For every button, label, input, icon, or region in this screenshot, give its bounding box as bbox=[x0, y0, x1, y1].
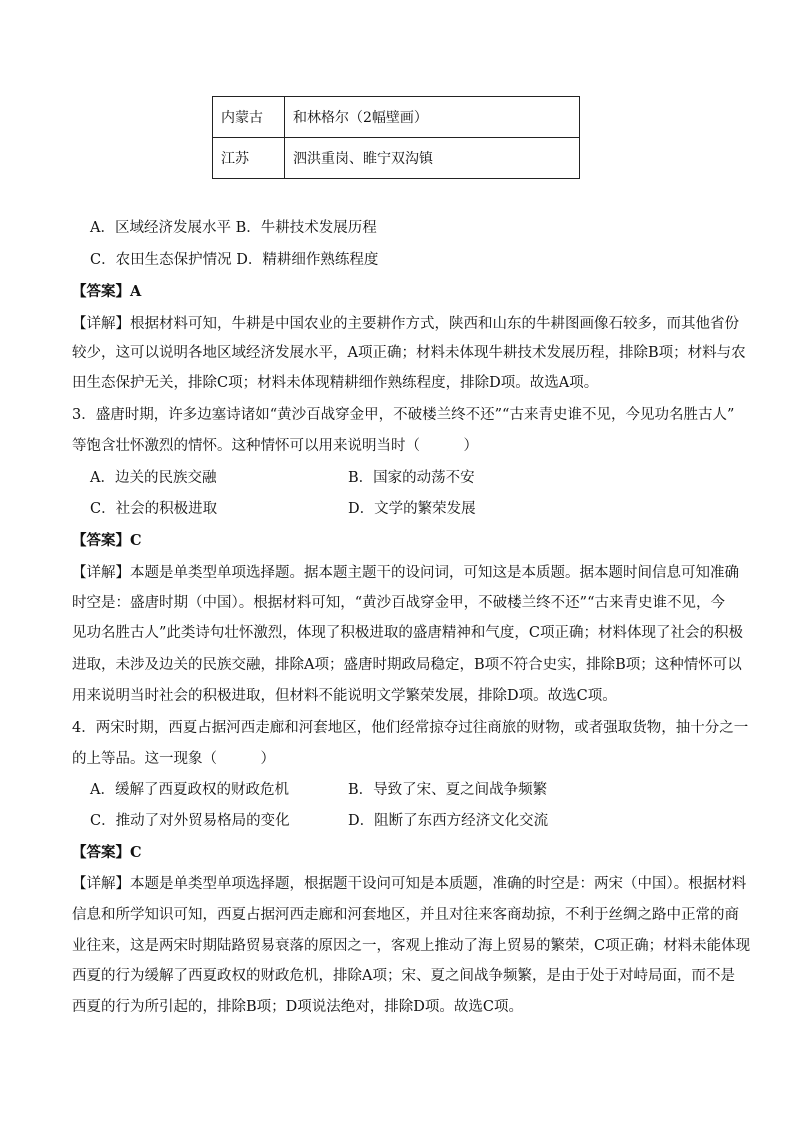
table-row bbox=[213, 138, 580, 179]
q4-options-row-1 bbox=[90, 780, 750, 800]
q3-detail-line: 见功名胜古人”此类诗句壮怀激烈，体现了积极进取的盛唐精神和气度，C项正确；材料体现了社会的积极 bbox=[72, 625, 744, 641]
q3-options-row-2 bbox=[90, 499, 750, 519]
q2-detail-line: 【详解】根据材料可知，牛耕是中国农业的主要耕作方式，陕西和山东的牛耕图画像石较多，而其他省份 bbox=[72, 316, 739, 332]
q3-stem-line: 等饱含壮怀激烈的情怀。这种情怀可以用来说明当时（ ） bbox=[72, 438, 478, 454]
q4-answer: 【答案】C bbox=[72, 844, 142, 861]
q4-stem-line: 4．两宋时期，西夏占据河西走廊和河套地区，他们经常掠夺过往商旅的财物，或者强取货物，抽十分之一 bbox=[72, 720, 749, 736]
region-table bbox=[212, 96, 580, 179]
q3-detail-line: 时空是：盛唐时期（中国）。根据材料可知，“黄沙百战穿金甲，不破楼兰终不还”“古来青史谁不见，今 bbox=[72, 595, 725, 611]
q4-detail-line: 【详解】本题是单类型单项选择题，根据题干设问可知是本质题，准确的时空是：两宋（中国）。根据材料 bbox=[72, 876, 747, 892]
q3-option-c: C．社会的积极进取 bbox=[90, 501, 218, 517]
q3-options-row-1 bbox=[90, 468, 750, 488]
q3-detail-line: 进取，未涉及边关的民族交融，排除A项；盛唐时期政局稳定，B项不符合史实，排除B项；这种情怀可以 bbox=[72, 657, 742, 673]
q4-detail-line: 西夏的行为缓解了西夏政权的财政危机，排除A项；宋、夏之间战争频繁，是由于处于对峙局面，而不是 bbox=[72, 968, 735, 984]
q2-answer: 【答案】A bbox=[72, 283, 142, 300]
q2-detail-line: 较少，这可以说明各地区域经济发展水平，A项正确；材料未体现牛耕技术发展历程，排除B项；材料与农 bbox=[72, 345, 746, 361]
q4-option-d: D．阻断了东西方经济文化交流 bbox=[348, 813, 549, 829]
q3-detail-line: 用来说明当时社会的积极进取，但材料不能说明文学繁荣发展，排除D项。故选C项。 bbox=[72, 688, 617, 704]
q3-detail-line: 【详解】本题是单类型单项选择题。据本题主题干的设问词，可知这是本质题。据本题时间信息可知准确 bbox=[72, 565, 739, 581]
q4-detail-line: 信息和所学知识可知，西夏占据河西走廊和河套地区，并且对往来客商劫掠，不利于丝绸之路中正常的商 bbox=[72, 907, 739, 923]
q3-option-d: D．文学的繁荣发展 bbox=[348, 501, 476, 517]
table-cell-sites: 和林格尔（2幅壁画） bbox=[285, 97, 580, 138]
q4-stem-line: 的上等品。这一现象（ ） bbox=[72, 751, 275, 767]
q3-answer: 【答案】C bbox=[72, 532, 142, 549]
q2-options-line-2: C．农田生态保护情况 D．精耕细作熟练程度 bbox=[90, 252, 379, 268]
q4-detail-line: 西夏的行为所引起的，排除B项；D项说法绝对，排除D项。故选C项。 bbox=[72, 999, 523, 1015]
q2-options-line-1: A．区域经济发展水平 B．牛耕技术发展历程 bbox=[90, 220, 377, 236]
q3-option-b: B．国家的动荡不安 bbox=[348, 470, 475, 486]
q4-option-c: C．推动了对外贸易格局的变化 bbox=[90, 813, 290, 829]
q3-stem-line: 3．盛唐时期，许多边塞诗诸如“黄沙百战穿金甲，不破楼兰终不还”“古来青史谁不见，今见功名胜古人” bbox=[72, 407, 735, 423]
q4-option-b: B．导致了宋、夏之间战争频繁 bbox=[348, 782, 548, 798]
q2-detail-line: 田生态保护无关，排除C项；材料未体现精耕细作熟练程度，排除D项。故选A项。 bbox=[72, 375, 599, 391]
table-row bbox=[213, 97, 580, 138]
q3-option-a: A．边关的民族交融 bbox=[90, 470, 217, 486]
q4-options-row-2 bbox=[90, 811, 750, 831]
table-cell-region: 内蒙古 bbox=[213, 97, 285, 138]
q4-detail-line: 业往来，这是两宋时期陆路贸易衰落的原因之一，客观上推动了海上贸易的繁荣，C项正确；材料未能体现 bbox=[72, 938, 751, 954]
q4-option-a: A．缓解了西夏政权的财政危机 bbox=[90, 782, 289, 798]
table-cell-sites: 泗洪重岗、睢宁双沟镇 bbox=[285, 138, 580, 179]
table-cell-region: 江苏 bbox=[213, 138, 285, 179]
